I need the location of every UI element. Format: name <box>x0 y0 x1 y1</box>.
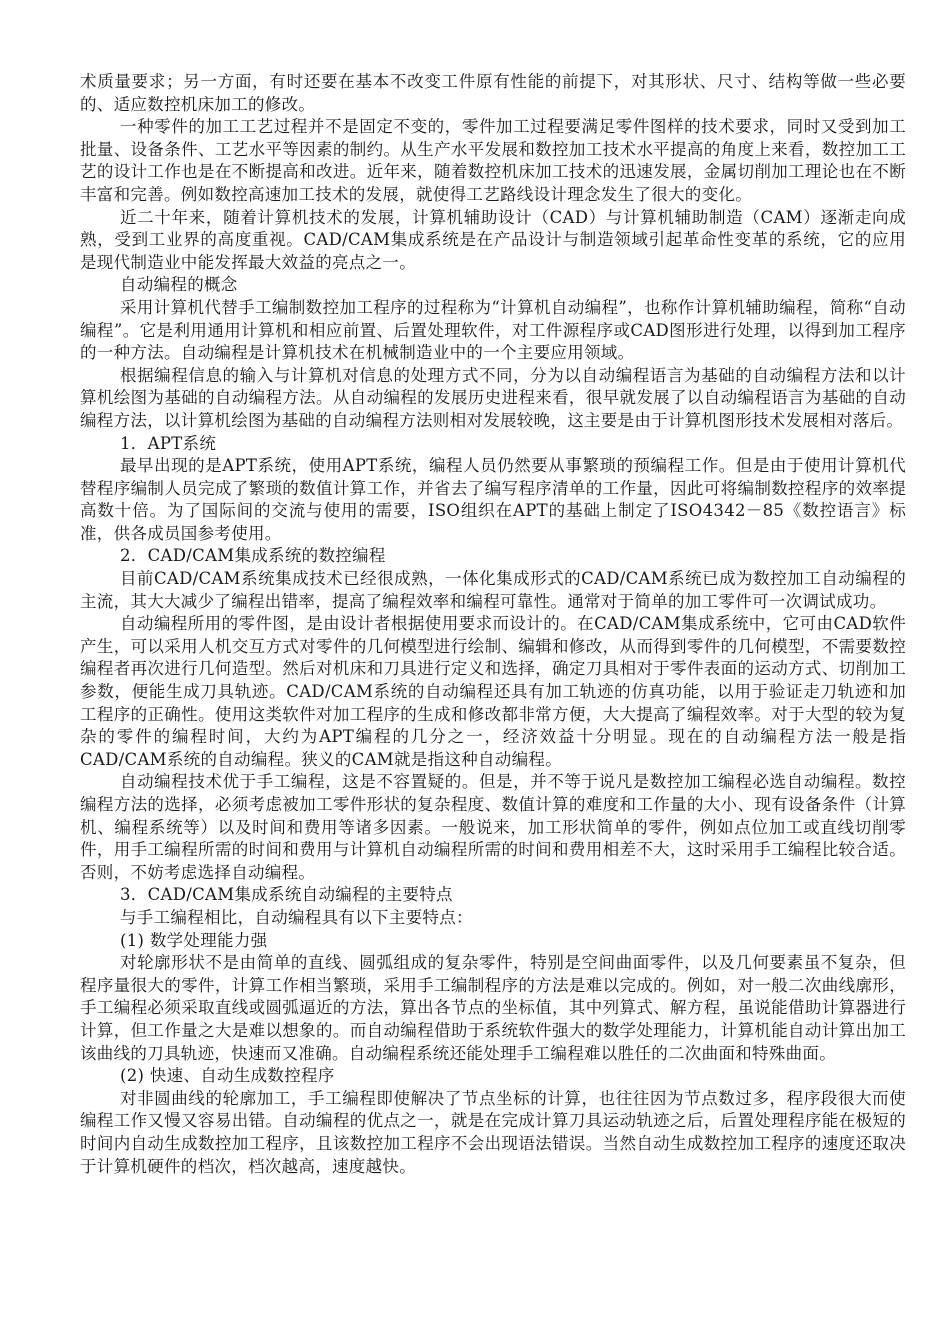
paragraph: 自动编程技术优于手工编程，这是不容置疑的。但是，并不等于说凡是数控加工编程必选自动编程。数控编程方法的选择，必须考虑被加工零件形状的复杂程度、数值计算的难度和工作量的大小、现有设备条件（计算机、编程系统等）以及时间和费用等诸多因素。一般说来，加工形状简单的零件，例如点位加工或直线切削零件，用手工编程所需的时间和费用与计算机自动编程所需的时间和费用相差不大，这时采用手工编程比较合适。否则，不妨考虑选择自动编程。 <box>80 772 906 882</box>
paragraph: 术质量要求；另一方面，有时还要在基本不改变工件原有性能的前提下，对其形状、尺寸、结构等做一些必要的、适应数控机床加工的修改。 <box>80 72 906 114</box>
subsection-heading: (2) 快速、自动生成数控程序 <box>120 1066 335 1086</box>
paragraph: 一种零件的加工工艺过程并不是固定不变的，零件加工过程要满足零件图样的技术要求，同时又受到加工批量、设备条件、工艺水平等因素的制约。从生产水平发展和数控加工技术水平提高的角度上来看，数控加工工艺的设计工作也是在不断提高和改进。近年来，随着数控机床加工技术的迅速发展，金属切削加工理论也在不断丰富和完善。例如数控高速加工技术的发展，就使得工艺路线设计理念发生了很大的变化。 <box>80 117 906 204</box>
section-heading: 1．APT系统 <box>120 433 217 453</box>
paragraph: 近二十年来，随着计算机技术的发展，计算机辅助设计（CAD）与计算机辅助制造（CAM）逐渐走向成熟，受到工业界的高度重视。CAD/CAM集成系统是在产品设计与制造领域引起革命性变革的系统，它的应用是现代制造业中能发挥最大效益的亮点之一。 <box>80 207 906 272</box>
paragraph: 对非圆曲线的轮廓加工，手工编程即使解决了节点坐标的计算，也往往因为节点数过多，程序段很大而使编程工作又慢又容易出错。自动编程的优点之一，就是在完成计算刀具运动轨迹之后，后置处理程序能在极短的时间内自动生成数控加工程序，且该数控加工程序不会出现语法错误。当然自动生成数控加工程序的速度还取决于计算机硬件的档次，档次越高，速度越快。 <box>80 1088 906 1176</box>
paragraph: 自动编程所用的零件图，是由设计者根据使用要求而设计的。在CAD/CAM集成系统中，它可由CAD软件产生，可以采用人机交互方式对零件的几何模型进行绘制、编辑和修改，从而得到零件的几何模型，不需要数控编程者再次进行几何造型。然后对机床和刀具进行定义和选择，确定刀具相对于零件表面的运动方式、切削加工参数，便能生成刀具轨迹。CAD/CAM系统的自动编程还具有加工轨迹的仿真功能，以用于验证走刀轨迹和加工程序的正确性。使用这类软件对加工程序的生成和修改都非常方便，大大提高了编程效率。对于大型的较为复杂的零件的编程时间，大约为APT编程的几分之一，经济效益十分明显。现在的自动编程方法一般是指CAD/CAM系统的自动编程。狭义的CAM就是指这种自动编程。 <box>80 614 906 769</box>
paragraph: 最早出现的是APT系统，使用APT系统，编程人员仍然要从事繁琐的预编程工作。但是由于使用计算机代替程序编制人员完成了繁琐的数值计算工作，并省去了编写程序清单的工作量，因此可将编制数控程序的效率提高数十倍。为了国际间的交流与使用的需要，ISO组织在APT的基础上制定了ISO4342－85《数控语言》标准，供各成员国参考使用。 <box>80 456 906 543</box>
paragraph: 采用计算机代替手工编制数控加工程序的过程称为“计算机自动编程”，也称作计算机辅助编程，简称“自动编程”。它是利用通用计算机和相应前置、后置处理软件，对工件源程序或CAD图形进行处理，以得到加工程序的一种方法。自动编程是计算机技术在机械制造业中的一个主要应用领域。 <box>80 297 906 363</box>
section-heading: 2．CAD/CAM集成系统的数控编程 <box>120 546 386 566</box>
section-heading: 3．CAD/CAM集成系统自动编程的主要特点 <box>120 885 453 905</box>
section-heading: 自动编程的概念 <box>120 275 238 295</box>
paragraph: 与手工编程相比，自动编程具有以下主要特点： <box>120 907 473 927</box>
paragraph: 对轮廓形状不是由简单的直线、圆弧组成的复杂零件，特别是空间曲面零件，以及几何要素虽不复杂，但程序量很大的零件，计算工作相当繁琐，采用手工编制程序的方法是难以完成的。例如，对一般二次曲线廓形，手工编程必须采取直线或圆弧逼近的方法，算出各节点的坐标值，其中列算式、解方程，虽说能借助计算器进行计算，但工作量之大是难以想象的。而自动编程借助于系统软件强大的数学处理能力，计算机能自动计算出加工该曲线的刀具轨迹，快速而又准确。自动编程系统还能处理手工编程难以胜任的二次曲面和特殊曲面。 <box>80 953 906 1063</box>
paragraph: 根据编程信息的输入与计算机对信息的处理方式不同，分为以自动编程语言为基础的自动编程方法和以计算机绘图为基础的自动编程方法。从自动编程的发展历史进程来看，很早就发展了以自动编程语言为基础的自动编程方法，以计算机绘图为基础的自动编程方法则相对发展较晚，这主要是由于计算机图形技术发展相对落后。 <box>80 365 906 430</box>
subsection-heading: (1) 数学处理能力强 <box>120 930 268 950</box>
paragraph: 目前CAD/CAM系统集成技术已经很成熟，一体化集成形式的CAD/CAM系统已成为数控加工自动编程的主流，其大大减少了编程出错率，提高了编程效率和编程可靠性。通常对于简单的加工零件可一次调试成功。 <box>80 569 906 611</box>
